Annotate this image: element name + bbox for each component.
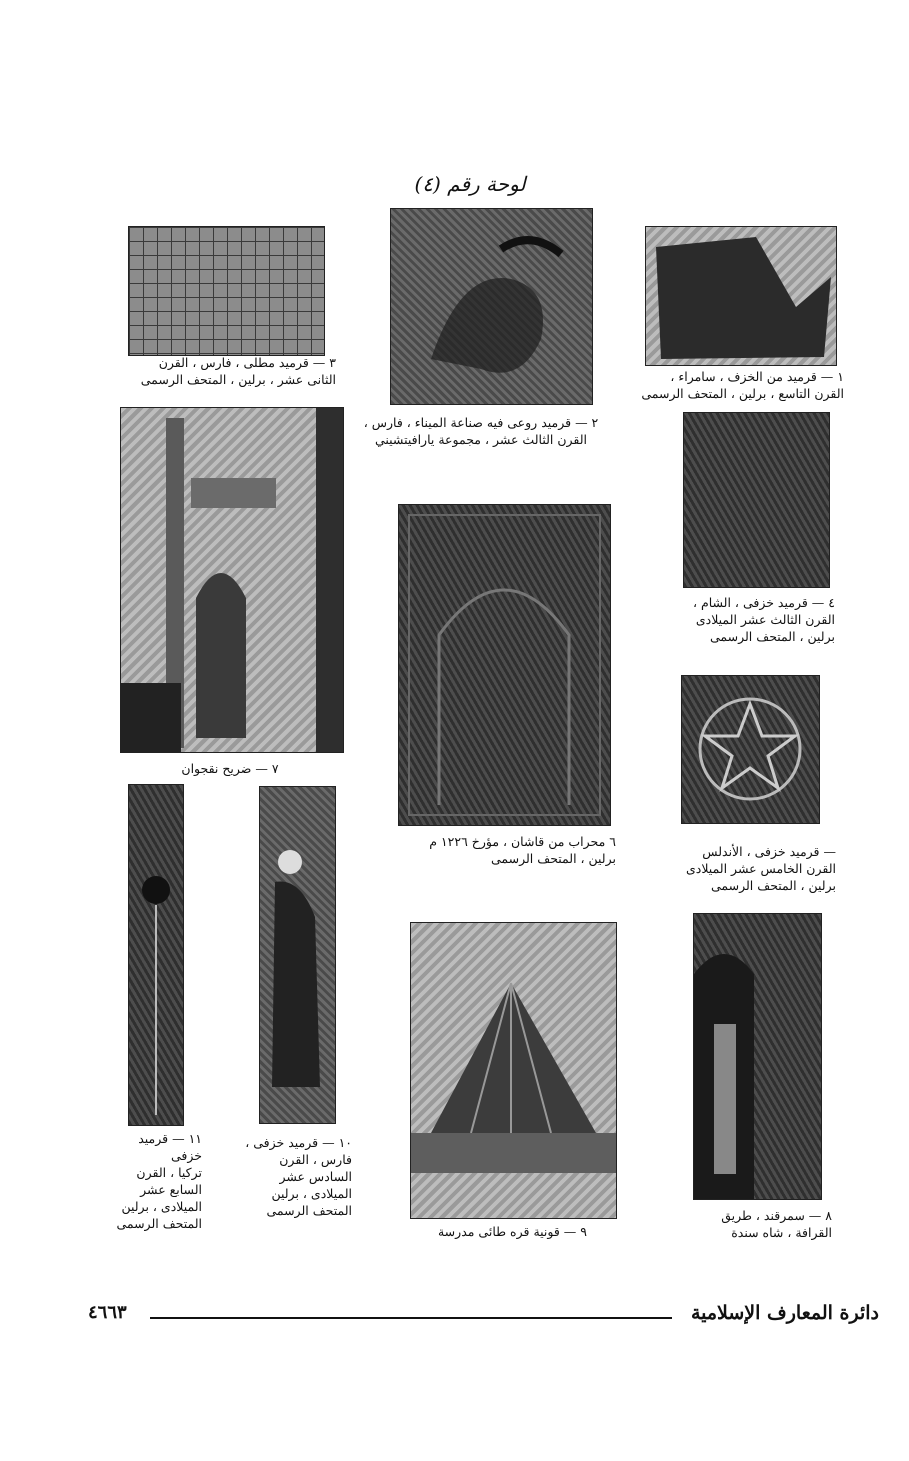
photo-1-samarra-tile xyxy=(645,226,837,366)
photo-4-syria-tile xyxy=(683,412,830,588)
caption-10: ١٠ — قرميد خزفى ، فارس ، القرن السادس عشر الميلادى ، برلين المتحف الرسمى xyxy=(245,1135,352,1218)
photo-2-enamel-tile xyxy=(390,208,593,405)
photo-8-archway xyxy=(694,914,821,1199)
caption-6: ٦ محراب من قاشان ، مؤرخ ١٢٢٦ م برلين ، المتحف الرسمى xyxy=(429,834,616,866)
photo-11-floral xyxy=(129,785,183,1125)
page-number: ٤٦٦٣ xyxy=(88,1302,127,1323)
caption-4: ٤ — قرميد خزفى ، الشام ، القرن الثالث عشر الميلادى برلين ، المتحف الرسمى xyxy=(692,595,835,644)
caption-11: ١١ — قرميد خزفى تركيا ، القرن السابع عشر الميلادى ، برلين المتحف الرسمى xyxy=(116,1131,202,1231)
photo-6-kashan-mihrab xyxy=(398,504,611,826)
photo-1-fragment xyxy=(646,227,836,365)
photo-10-figure xyxy=(260,787,335,1123)
caption-9: ٩ — قونية قره طائى مدرسة xyxy=(437,1224,588,1239)
caption-5: — قرميد خزفى ، الأندلس القرن الخامس عشر الميلادى برلين ، المتحف الرسمى xyxy=(686,844,836,893)
photo-8-samarkand xyxy=(693,913,822,1200)
footer-rule xyxy=(150,1317,672,1319)
photo-5-rosette xyxy=(682,676,819,823)
plate-title: لوحة رقم (٤) xyxy=(414,172,526,196)
photo-7-nakhichevan-mausoleum xyxy=(120,407,344,753)
caption-2: ٢ — قرميد روعى فيه صناعة الميناء ، فارس ، القرن الثالث عشر ، مجموعة يارافيتشيني xyxy=(363,415,599,447)
photo-3-lustre-tile xyxy=(128,226,325,356)
caption-1: ١ — قرميد من الخزف ، سامراء ، القرن التاسع ، برلين ، المتحف الرسمى xyxy=(641,369,844,401)
photo-9-dome xyxy=(411,923,616,1218)
caption-8: ٨ — سمرقند ، طريق القرافة ، شاه سندة xyxy=(721,1208,832,1240)
caption-3: ٣ — قرميد مطلى ، فارس ، القرن الثانى عشر ، برلين ، المتحف الرسمى xyxy=(140,355,336,387)
photo-11-turkish-tile xyxy=(128,784,184,1126)
photo-9-konya-madrasa xyxy=(410,922,617,1219)
photo-5-andalus-tile xyxy=(681,675,820,824)
caption-7: ٧ — ضريح نقجوان xyxy=(181,761,279,776)
photo-2-figure xyxy=(391,209,592,404)
footer-title: دائرة المعارف الإسلامية xyxy=(690,1302,879,1324)
photo-10-persian-tile xyxy=(259,786,336,1124)
photo-7-facade xyxy=(121,408,343,752)
photo-6-arch xyxy=(399,505,610,825)
